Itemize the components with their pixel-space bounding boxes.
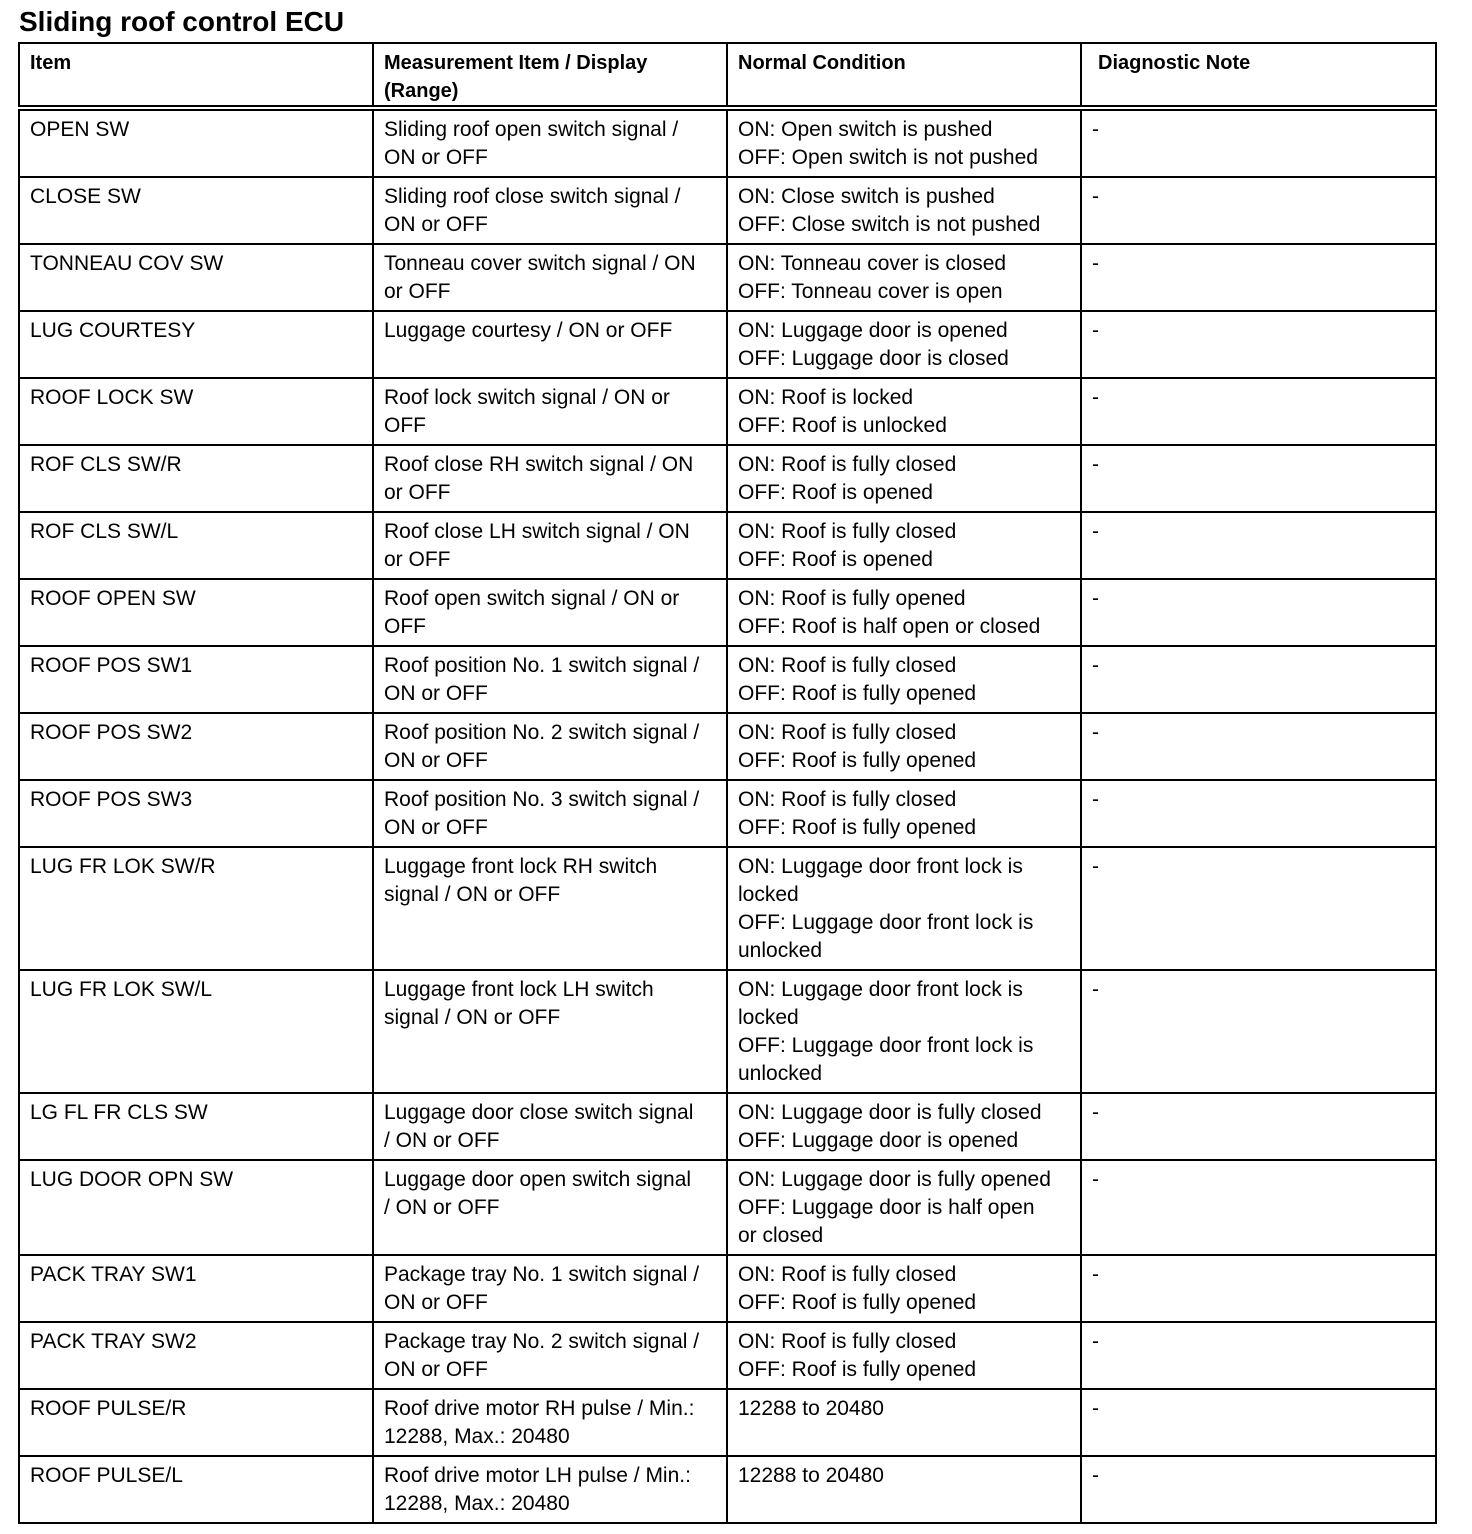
table-row <box>19 1322 1436 1389</box>
table-row <box>19 445 1436 512</box>
cell-diagnostic-note: - <box>1081 445 1436 512</box>
table-row <box>19 646 1436 713</box>
cell-measurement: Roof position No. 1 switch signal / ON or OFF <box>373 646 727 713</box>
cell-normal-condition: ON: Roof is fully closed OFF: Roof is opened <box>727 445 1081 512</box>
cell-measurement: Roof drive motor LH pulse / Min.: 12288, Max.: 20480 <box>373 1456 727 1523</box>
cell-item: LUG FR LOK SW/L <box>19 970 373 1093</box>
cell-item: ROOF OPEN SW <box>19 579 373 646</box>
cell-normal-condition: ON: Luggage door is opened OFF: Luggage door is closed <box>727 311 1081 378</box>
header-diagnostic-note: Diagnostic Note <box>1081 43 1436 108</box>
cell-item: CLOSE SW <box>19 177 373 244</box>
table-row <box>19 177 1436 244</box>
cell-measurement: Package tray No. 1 switch signal / ON or OFF <box>373 1255 727 1322</box>
cell-normal-condition: ON: Luggage door front lock is locked OFF: Luggage door front lock is unlocked <box>727 970 1081 1093</box>
cell-measurement: Roof position No. 3 switch signal / ON or OFF <box>373 780 727 847</box>
cell-diagnostic-note: - <box>1081 378 1436 445</box>
table-row <box>19 1160 1436 1255</box>
cell-normal-condition: ON: Luggage door is fully closed OFF: Luggage door is opened <box>727 1093 1081 1160</box>
cell-normal-condition: ON: Luggage door front lock is locked OFF: Luggage door front lock is unlocked <box>727 847 1081 970</box>
table-row <box>19 512 1436 579</box>
cell-diagnostic-note: - <box>1081 579 1436 646</box>
cell-normal-condition: ON: Roof is fully closed OFF: Roof is fully opened <box>727 1255 1081 1322</box>
table-row <box>19 713 1436 780</box>
cell-item: TONNEAU COV SW <box>19 244 373 311</box>
table-row <box>19 311 1436 378</box>
cell-measurement: Roof open switch signal / ON or OFF <box>373 579 727 646</box>
cell-diagnostic-note: - <box>1081 108 1436 177</box>
table-row <box>19 1389 1436 1456</box>
table-row <box>19 378 1436 445</box>
cell-measurement: Roof lock switch signal / ON or OFF <box>373 378 727 445</box>
cell-normal-condition: ON: Close switch is pushed OFF: Close switch is not pushed <box>727 177 1081 244</box>
cell-diagnostic-note: - <box>1081 646 1436 713</box>
table-row <box>19 1093 1436 1160</box>
table-row <box>19 1255 1436 1322</box>
table-header <box>19 43 1436 108</box>
cell-normal-condition: ON: Open switch is pushed OFF: Open switch is not pushed <box>727 108 1081 177</box>
cell-measurement: Tonneau cover switch signal / ON or OFF <box>373 244 727 311</box>
cell-diagnostic-note: - <box>1081 1322 1436 1389</box>
cell-item: LUG COURTESY <box>19 311 373 378</box>
cell-diagnostic-note: - <box>1081 970 1436 1093</box>
cell-measurement: Roof drive motor RH pulse / Min.: 12288, Max.: 20480 <box>373 1389 727 1456</box>
cell-measurement: Roof close LH switch signal / ON or OFF <box>373 512 727 579</box>
cell-diagnostic-note: - <box>1081 847 1436 970</box>
cell-diagnostic-note: - <box>1081 244 1436 311</box>
cell-measurement: Luggage courtesy / ON or OFF <box>373 311 727 378</box>
header-measurement: Measurement Item / Display (Range) <box>373 43 727 108</box>
cell-normal-condition: ON: Roof is fully closed OFF: Roof is fully opened <box>727 780 1081 847</box>
table-row <box>19 579 1436 646</box>
cell-diagnostic-note: - <box>1081 311 1436 378</box>
cell-normal-condition: ON: Roof is fully closed OFF: Roof is fully opened <box>727 713 1081 780</box>
page-title: Sliding roof control ECU <box>19 6 345 37</box>
cell-item: ROOF POS SW1 <box>19 646 373 713</box>
cell-item: PACK TRAY SW2 <box>19 1322 373 1389</box>
cell-item: ROOF PULSE/L <box>19 1456 373 1523</box>
cell-normal-condition: ON: Roof is locked OFF: Roof is unlocked <box>727 378 1081 445</box>
cell-diagnostic-note: - <box>1081 1456 1436 1523</box>
table-row <box>19 1456 1436 1523</box>
table-row <box>19 244 1436 311</box>
table-row <box>19 970 1436 1093</box>
cell-item: ROF CLS SW/L <box>19 512 373 579</box>
cell-item: LUG FR LOK SW/R <box>19 847 373 970</box>
cell-normal-condition: ON: Roof is fully closed OFF: Roof is fully opened <box>727 1322 1081 1389</box>
cell-diagnostic-note: - <box>1081 713 1436 780</box>
cell-normal-condition: ON: Roof is fully closed OFF: Roof is fully opened <box>727 646 1081 713</box>
cell-item: PACK TRAY SW1 <box>19 1255 373 1322</box>
header-row <box>19 43 1436 108</box>
cell-diagnostic-note: - <box>1081 1389 1436 1456</box>
cell-item: LG FL FR CLS SW <box>19 1093 373 1160</box>
table-row <box>19 780 1436 847</box>
data-table <box>18 42 1437 1524</box>
table-row <box>19 847 1436 970</box>
cell-measurement: Luggage door open switch signal / ON or OFF <box>373 1160 727 1255</box>
cell-item: ROOF PULSE/R <box>19 1389 373 1456</box>
cell-item: ROF CLS SW/R <box>19 445 373 512</box>
cell-measurement: Luggage door close switch signal / ON or OFF <box>373 1093 727 1160</box>
cell-normal-condition: 12288 to 20480 <box>727 1456 1081 1523</box>
cell-item: OPEN SW <box>19 108 373 177</box>
cell-item: ROOF POS SW3 <box>19 780 373 847</box>
cell-diagnostic-note: - <box>1081 512 1436 579</box>
cell-diagnostic-note: - <box>1081 1255 1436 1322</box>
cell-diagnostic-note: - <box>1081 1160 1436 1255</box>
cell-normal-condition: ON: Roof is fully opened OFF: Roof is half open or closed <box>727 579 1081 646</box>
cell-normal-condition: ON: Luggage door is fully opened OFF: Luggage door is half open or closed <box>727 1160 1081 1255</box>
header-item: Item <box>19 43 373 108</box>
cell-normal-condition: ON: Tonneau cover is closed OFF: Tonneau cover is open <box>727 244 1081 311</box>
table-row <box>19 108 1436 177</box>
table-body <box>19 108 1436 1523</box>
cell-diagnostic-note: - <box>1081 1093 1436 1160</box>
cell-measurement: Sliding roof close switch signal / ON or OFF <box>373 177 727 244</box>
cell-item: ROOF POS SW2 <box>19 713 373 780</box>
header-normal-condition: Normal Condition <box>727 43 1081 108</box>
cell-item: LUG DOOR OPN SW <box>19 1160 373 1255</box>
cell-measurement: Roof position No. 2 switch signal / ON or OFF <box>373 713 727 780</box>
cell-diagnostic-note: - <box>1081 780 1436 847</box>
cell-measurement: Luggage front lock LH switch signal / ON or OFF <box>373 970 727 1093</box>
cell-normal-condition: ON: Roof is fully closed OFF: Roof is opened <box>727 512 1081 579</box>
cell-measurement: Roof close RH switch signal / ON or OFF <box>373 445 727 512</box>
cell-measurement: Sliding roof open switch signal / ON or OFF <box>373 108 727 177</box>
cell-item: ROOF LOCK SW <box>19 378 373 445</box>
cell-normal-condition: 12288 to 20480 <box>727 1389 1081 1456</box>
cell-measurement: Luggage front lock RH switch signal / ON or OFF <box>373 847 727 970</box>
cell-measurement: Package tray No. 2 switch signal / ON or OFF <box>373 1322 727 1389</box>
cell-diagnostic-note: - <box>1081 177 1436 244</box>
